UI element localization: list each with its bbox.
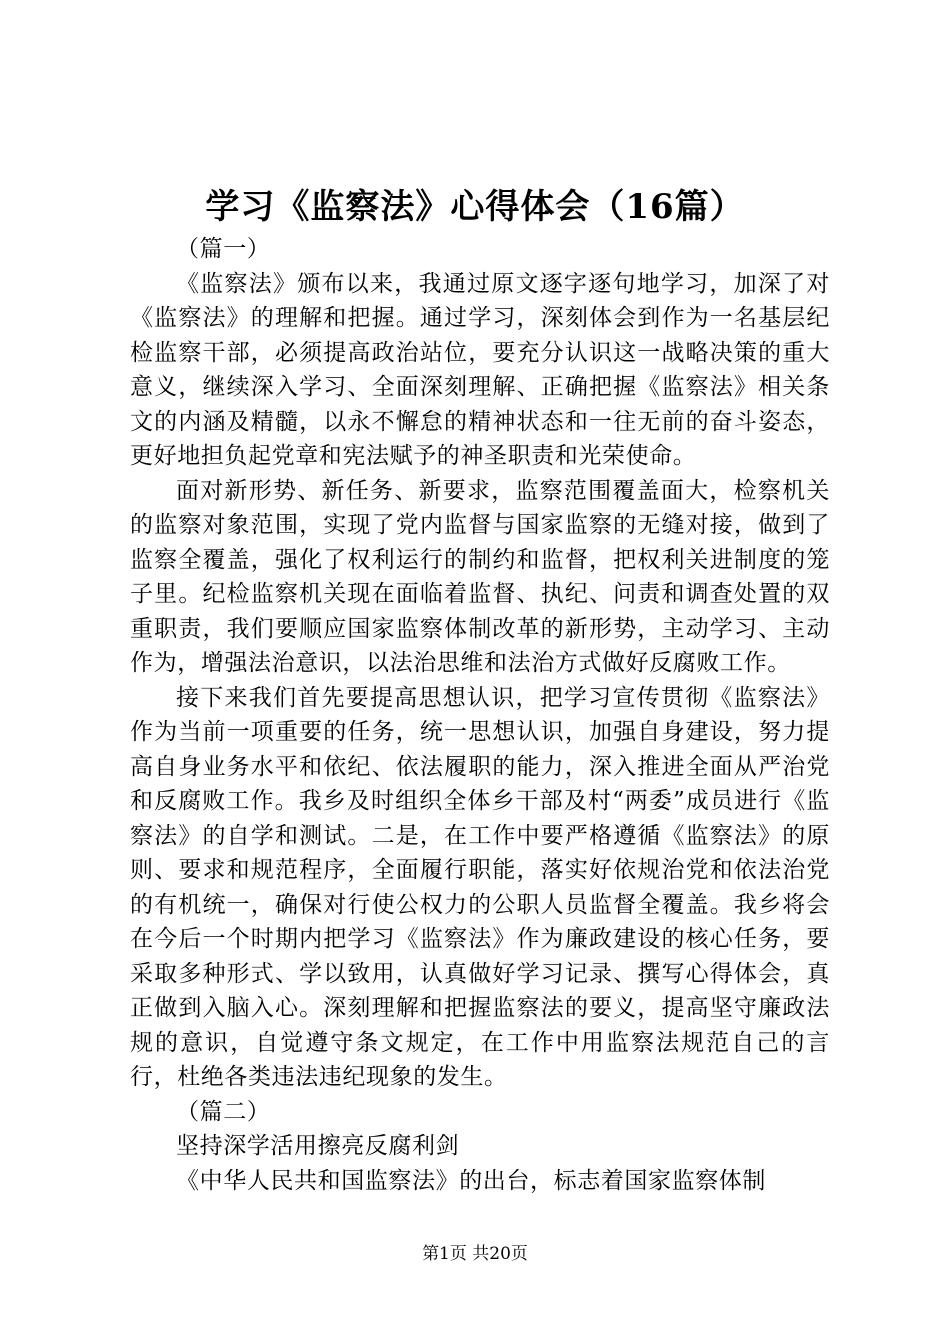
paragraph: 《中华人民共和国监察法》的出台，标志着国家监察体制 [176,1167,766,1194]
document-title: 学习《监察法》心得体会（16篇） [205,187,745,227]
section-heading-2: （篇二） [176,1098,271,1125]
document-body [130,232,830,1198]
paragraph: 面对新形势、新任务、新要求，监察范围覆盖面大，检察机关的监察对象范围，实现了党内监督与国家监察的无缝对接，做到了监察全覆盖，强化了权利运行的制约和监督，把权利关进制度的笼子里。纪检监察机关现在面临着监督、执纪、问责和调查处置的双重职责，我们要顺应国家监察体制改革的新形势，主动学习、主动作为，增强法治意识，以法治思维和法治方式做好反腐败工作。 [130,477,830,676]
section-subtitle: 坚持深学活用擦亮反腐利剑 [176,1133,460,1159]
paragraph: 接下来我们首先要提高思想认识，把学习宣传贯彻《监察法》作为当前一项重要的任务，统一思想认识，加强自身建设，努力提高自身业务水平和依纪、依法履职的能力，深入推进全面从严治党和反腐败工作。我乡及时组织全体乡干部及村“两委”成员进行《监察法》的自学和测试。二是，在工作中要严格遵循《监察法》的原则、要求和规范程序，全面履行职能，落实好依规治党和依法治党的有机统一，确保对行使公权力的公职人员监督全覆盖。我乡将会在今后一个时期内把学习《监察法》作为廉政建设的核心任务，要采取多种形式、学以致用，认真做好学习记录、撰写心得体会，真正做到入脑入心。深刻理解和把握监察法的要义，提高坚守廉政法规的意识，自觉遵守条文规定，在工作中用监察法规范自己的言行，杜绝各类违法违纪现象的发生。 [130,684,830,1090]
paragraph: 《监察法》颁布以来，我通过原文逐字逐句地学习，加深了对《监察法》的理解和把握。通过学习，深刻体会到作为一名基层纪检监察干部，必须提高政治站位，要充分认识这一战略决策的重大意义，继续深入学习、全面深刻理解、正确把握《监察法》相关条文的内涵及精髓，以永不懈怠的精神状态和一往无前的奋斗姿态，更好地担负起党章和宪法赋予的神圣职责和光荣使命。 [130,270,830,469]
page-number-footer: 第1页 共20页 [422,1244,528,1264]
section-heading-1: （篇一） [176,236,271,262]
